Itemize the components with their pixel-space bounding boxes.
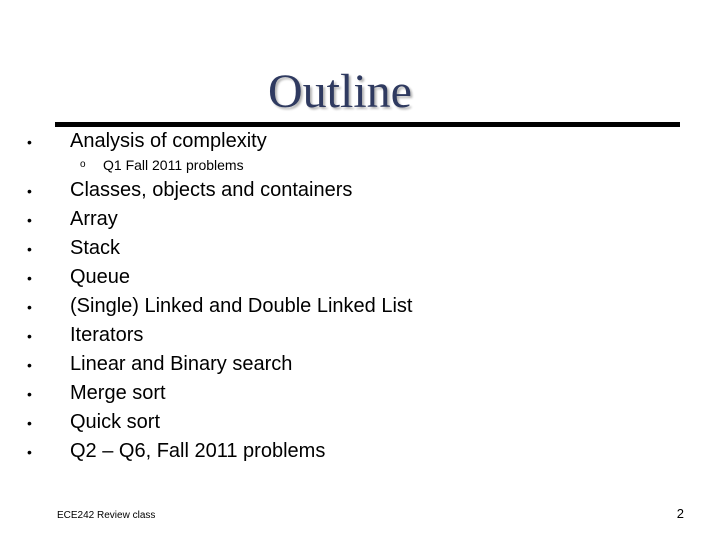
list-item-text: Quick sort: [70, 411, 161, 433]
list-item-search: [0, 350, 720, 379]
list-item-text: Classes, objects and containers: [70, 179, 353, 201]
list-item-q2-q6: [0, 437, 720, 466]
page-number: 2: [676, 506, 684, 521]
list-item-text: Q2 – Q6, Fall 2011 problems: [70, 440, 326, 462]
list-item-quick-sort: [0, 408, 720, 437]
list-item-text: Iterators: [70, 324, 144, 346]
slide-footer: ECE242 Review class: [57, 510, 156, 521]
list-item-linked-list: [0, 292, 720, 321]
bullet-icon: •: [27, 183, 32, 199]
list-item-queue: [0, 263, 720, 292]
bullet-icon: •: [27, 212, 32, 228]
list-item-text: Merge sort: [70, 382, 166, 404]
sub-list-item-text: Q1 Fall 2011 problems: [103, 157, 244, 173]
list-item-classes: [0, 176, 720, 205]
bullet-icon: •: [27, 415, 32, 431]
list-item-merge-sort: [0, 379, 720, 408]
list-item-text: Stack: [70, 237, 121, 259]
bullet-icon: •: [27, 299, 32, 315]
bullet-icon: •: [27, 386, 32, 402]
list-item-text: Linear and Binary search: [70, 353, 293, 375]
list-item-text: (Single) Linked and Double Linked List: [70, 295, 413, 317]
list-item-text: Array: [70, 208, 118, 230]
bullet-icon: •: [27, 444, 32, 460]
list-item-iterators: [0, 321, 720, 350]
list-item-analysis: [0, 127, 720, 156]
list-item-stack: [0, 234, 720, 263]
list-item-array: [0, 205, 720, 234]
bullet-icon: •: [27, 357, 32, 373]
list-item-text: Analysis of complexity: [70, 130, 267, 152]
slide-title: Outline: [268, 65, 412, 118]
bullet-icon: •: [27, 241, 32, 257]
bullet-icon: •: [27, 270, 32, 286]
bullet-icon: •: [27, 134, 32, 150]
bullet-icon: •: [27, 328, 32, 344]
sub-bullet-icon: o: [80, 159, 86, 170]
list-item-text: Queue: [70, 266, 131, 288]
sub-list-item-q1: [0, 156, 720, 174]
